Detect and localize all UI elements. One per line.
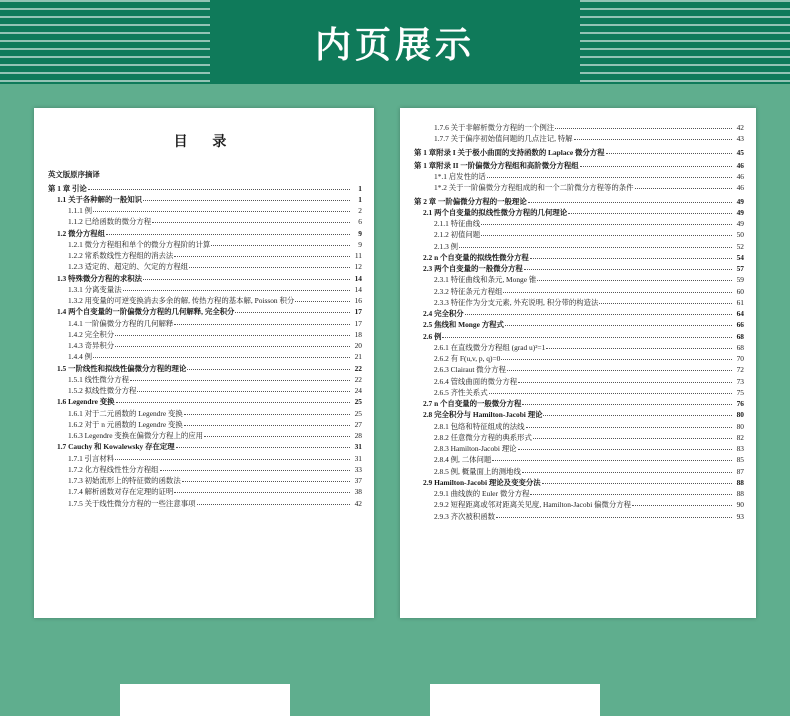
toc-entry [48,273,362,284]
toc-entry-page: 24 [354,386,362,396]
toc-entry-page: 59 [736,275,744,285]
toc-entry-page: 68 [736,342,744,352]
toc-leader-dots [442,331,732,337]
toc-entry-label: 1.6.3 Legendre 变换在偏微分方程上的应用 [68,431,204,441]
toc-entry-page: 68 [736,331,744,341]
next-page-edge-left [120,684,290,716]
toc-entry-page: 82 [736,432,744,442]
toc-entry [414,207,744,218]
toc-entry-page: 76 [736,399,744,408]
toc-entry-page: 33 [354,464,362,474]
toc-leader-dots [115,341,350,347]
book-spread [0,84,790,632]
toc-entry-label: 2.6 例 [423,331,442,341]
toc-entry-page: 52 [736,241,744,251]
toc-entry-page: 46 [736,172,744,181]
next-page-edge-right [430,684,600,716]
toc-entry [414,499,744,510]
toc-entry-label: 2.9.3 齐次被积函数 [434,511,495,521]
toc-entry [414,171,744,182]
toc-entry [48,374,362,385]
toc-leader-dots [174,251,350,257]
toc-entry-label: 1.2.1 微分方程组和单个的微分方程阶的计算 [68,239,211,249]
toc-list-right [414,122,744,522]
toc-entry-label: 1.1 关于各种解的一般知识 [57,194,142,204]
toc-entry-label: 2.8.2 任意微分方程的典系形式 [434,432,532,442]
toc-entry-page: 45 [736,147,744,157]
toc-entry-page: 57 [736,264,744,273]
toc-leader-dots [160,464,350,470]
toc-entry-page: 38 [354,487,362,497]
toc-leader-dots [481,219,732,225]
toc-entry-page: 83 [736,444,744,453]
toc-leader-dots [537,275,732,281]
toc-entry [414,398,744,409]
toc-entry-page: 43 [736,134,744,144]
toc-entry-page: 17 [354,318,362,328]
toc-entry-page: 31 [354,442,362,452]
toc-entry-label: 1.4.1 一阶偏微分方程的几何解释 [68,318,174,328]
toc-entry-page: 27 [354,419,362,429]
toc-entry-page: 12 [354,262,362,272]
toc-leader-dots [518,376,732,382]
toc-heading: 目 录 [173,134,237,150]
toc-entry-label: 2.5 焦线和 Monge 方程式 [423,320,504,330]
toc-entry-label: 2.1.2 初值问题 [434,230,481,240]
toc-entry-label: 2.4 完全积分 [423,309,464,318]
toc-entry [414,252,744,263]
toc-entry-label: 1.7.7 关于偏序初始值问题的几点注记, 特解 [434,134,573,144]
toc-entry-page: 6 [358,217,362,227]
toc-entry-page: 49 [736,207,744,217]
toc-entry-label: 1.2 微分方程组 [57,228,106,238]
toc-entry [414,331,744,342]
toc-entry [48,183,362,194]
toc-entry-label: 2.9.2 短程距离或邻对距离关见度, Hamilton-Jacobi 偏微分方程 [434,500,632,510]
toc-entry [48,464,362,475]
toc-entry-page: 46 [736,183,744,193]
toc-entry [414,488,744,499]
toc-entry-label: 1.6.1 对于二元函数的 Legendre 变换 [68,408,183,418]
toc-leader-dots [184,419,350,425]
toc-entry [414,263,744,274]
toc-entry-label: 2.8.1 包络和特征组成的法线 [434,421,525,431]
toc-entry-page: 20 [354,341,362,351]
toc-entry [414,454,744,465]
toc-leader-dots [481,230,732,236]
toc-entry-label: 2.8.3 Hamilton-Jacobi 理论 [434,444,517,453]
toc-entry-page: 88 [736,489,744,498]
toc-leader-dots [116,397,350,403]
toc-entry [414,286,744,297]
toc-entry [414,376,744,387]
toc-entry-page: 88 [736,477,744,487]
toc-entry-label: 第 2 章 一阶偏微分方程的一般理论 [414,196,527,206]
toc-entry [414,319,744,330]
toc-entry-page: 54 [736,252,744,262]
toc-entry-page: 25 [354,397,362,407]
toc-entry [48,284,362,295]
toc-leader-dots [507,365,732,371]
toc-leader-dots [522,466,732,472]
toc-entry [414,387,744,398]
toc-entry-label: 2.3.3 特征作为分支元素, 外充说明, 积分带的构造法 [434,297,599,307]
toc-entry-label: 1*.1 启发性的话 [434,172,486,181]
toc-leader-dots [152,217,350,223]
toc-entry [48,475,362,486]
toc-entry [48,498,362,509]
toc-entry [48,351,362,362]
toc-entry-page: 49 [736,196,744,206]
toc-leader-dots [542,477,732,483]
toc-entry-page: 21 [354,352,362,362]
toc-leader-dots [606,147,732,153]
toc-entry-page: 25 [354,408,362,418]
toc-leader-dots [546,342,732,348]
toc-entry [414,196,744,207]
toc-entry [48,295,362,306]
toc-leader-dots [635,183,732,189]
toc-entry-label: 1.6 Legendre 变换 [57,397,115,407]
toc-entry [48,419,362,430]
toc-entry [414,160,744,171]
toc-entry-label: 1.4.2 完全积分 [68,329,115,339]
toc-entry-label: 第 1 章 引论 [48,183,87,193]
toc-entry-page: 42 [354,498,362,508]
toc-entry-page: 80 [736,410,744,420]
toc-entry-page: 90 [736,500,744,510]
toc-leader-dots [543,410,732,416]
toc-entry-page: 11 [354,251,362,261]
toc-entry-label: 英文版原序摘译 [48,170,100,180]
toc-entry [48,239,362,250]
toc-entry-label: 2.1.1 特征曲线 [434,219,481,228]
toc-entry-page: 50 [736,230,744,240]
toc-leader-dots [88,183,350,189]
toc-entry-label: 2.6.3 Clairaut 微分方程 [434,365,506,375]
toc-entry-label: 2.8.5 例, 概量面上的测地线 [434,466,521,476]
toc-leader-dots [174,318,350,324]
toc-entry-label: 1*.2 关于一阶偏微分方程组成的和一个二阶微分方程等的条件 [434,183,634,193]
toc-leader-dots [599,297,732,303]
toc-entry-page: 9 [358,228,362,238]
toc-entry [48,396,362,407]
page-title: 内页展示 [314,23,475,66]
toc-leader-dots [459,241,732,247]
toc-entry [414,364,744,375]
toc-leader-dots [505,320,732,326]
toc-entry [414,443,744,454]
toc-entry-page: 87 [736,466,744,476]
toc-entry [414,241,744,252]
toc-entry [414,466,744,477]
toc-leader-dots [503,286,732,292]
toc-entry-page: 28 [354,431,362,441]
toc-entry [414,133,744,144]
toc-leader-dots [115,453,350,459]
toc-leader-dots [524,264,732,270]
toc-entry [48,385,362,396]
toc-entry-label: 1.7.3 初始流形上的特征微的函数法 [68,476,181,486]
toc-leader-dots [197,498,351,504]
toc-entry-label: 2.2 n 个自变量的拟线性微分方程 [423,252,529,262]
toc-entry [414,122,744,133]
toc-entry [414,147,744,158]
toc-leader-dots [568,207,732,213]
toc-entry [48,228,362,239]
toc-entry [48,261,362,272]
toc-entry [414,218,744,229]
toc-entry-page: 66 [736,320,744,330]
header-banner [0,0,790,84]
toc-entry-label: 1.3.2 用变量的可逆变换消去多余的解, 传热方程的基本解, Poisson 积分 [68,296,295,306]
toc-leader-dots [632,500,732,506]
toc-leader-dots [189,262,350,268]
toc-entry [414,409,744,420]
toc-entry [414,477,744,488]
toc-leader-dots [501,354,732,360]
toc-entry [48,205,362,216]
toc-entry-label: 2.8.4 例, 二体问题 [434,455,492,465]
toc-entry [414,353,744,364]
toc-entry-page: 75 [736,387,744,397]
toc-entry [48,250,362,261]
toc-entry-page: 37 [354,476,362,486]
toc-entry-label: 1.6.2 对于 n 元函数的 Legendre 变换 [68,419,183,429]
toc-entry [48,318,362,329]
toc-entry-label: 1.4.4 例 [68,352,93,362]
toc-leader-dots [123,284,350,290]
toc-entry-label: 1.5.2 拟线性微分方程 [68,386,137,396]
toc-leader-dots [182,476,350,482]
toc-entry [414,229,744,240]
toc-entry-page: 17 [354,307,362,317]
toc-leader-dots [143,194,350,200]
toc-entry-page: 70 [736,354,744,363]
toc-entry [48,340,362,351]
toc-list-left [48,169,362,509]
toc-leader-dots [235,307,350,313]
toc-leader-dots [533,432,732,438]
toc-leader-dots [530,252,732,258]
toc-entry-page: 2 [358,206,362,216]
toc-leader-dots [130,374,350,380]
toc-entry-page: 49 [736,219,744,228]
toc-entry-label: 1.2.3 适定的、超定的、欠定的方程组 [68,262,189,272]
toc-leader-dots [580,160,732,166]
toc-entry-label: 1.3 特殊微分方程的求积法 [57,273,142,283]
toc-entry [414,297,744,308]
toc-leader-dots [187,363,350,369]
book-page-left [34,108,374,618]
toc-entry-label: 1.1.2 已给函数的微分方程 [68,217,152,227]
toc-entry-page: 22 [354,363,362,373]
toc-entry-label: 2.6.5 齐性关系式 [434,387,488,397]
toc-entry-page: 14 [354,284,362,294]
toc-entry-label: 1.7.6 关于非解析微分方程的一个例注 [434,123,555,132]
toc-leader-dots [106,228,350,234]
toc-entry-page: 80 [736,421,744,431]
toc-entry [414,432,744,443]
toc-entry-page: 72 [736,365,744,375]
toc-entry-label: 1.7.4 解析函数对存在定理的证明 [68,487,174,497]
toc-entry-label: 第 1 章附录 II 一阶偏微分方程组和高阶微分方程组 [414,160,579,170]
toc-entry-page: 93 [736,511,744,521]
toc-entry-label: 2.9 Hamilton-Jacobi 理论及变变分法 [423,477,541,487]
toc-entry-label: 1.4 两个自变量的一阶偏微分方程的几何解释, 完全积分 [57,307,235,317]
toc-entry [414,274,744,285]
toc-entry [48,441,362,452]
toc-entry [48,169,362,180]
toc-leader-dots [93,206,350,212]
toc-entry-label: 1.1.1 例 [68,206,93,216]
toc-entry [48,216,362,227]
toc-entry-label: 1.2.2 常系数线性方程组的消去法 [68,251,174,261]
toc-entry-label: 2.3.1 特征曲线和条元, Monge 锥 [434,275,537,285]
toc-entry [48,486,362,497]
toc-entry [48,430,362,441]
toc-entry-page: 46 [736,160,744,170]
toc-leader-dots [204,431,350,437]
toc-entry-page: 73 [736,376,744,386]
toc-entry-label: 1.3.1 分离变量法 [68,284,122,294]
toc-entry-label: 1.7 Cauchy 和 Kowalewsky 存在定理 [57,442,175,452]
toc-leader-dots [496,511,732,517]
toc-entry-page: 22 [354,374,362,384]
toc-entry [48,363,362,374]
toc-entry-page: 18 [354,329,362,339]
toc-leader-dots [518,444,732,450]
toc-entry-label: 1.7.5 关于线性微分方程的一些注意事项 [68,498,196,508]
toc-leader-dots [93,352,350,358]
toc-entry-label: 2.6.2 有 F(u,v, p, q)=0 [434,354,501,363]
toc-entry [48,329,362,340]
toc-leader-dots [211,239,350,245]
toc-entry [414,421,744,432]
toc-entry-label: 1.4.3 奇异积分 [68,341,115,351]
toc-entry-label: 2.1 两个自变量的拟线性微分方程的几何理论 [423,207,568,217]
toc-entry [48,408,362,419]
toc-entry-label: 1.7.1 引言材料 [68,453,115,463]
toc-entry-page: 60 [736,286,744,296]
toc-entry-page: 64 [736,309,744,318]
toc-leader-dots [137,386,350,392]
toc-entry-label: 1.7.2 化方程线性性分方程组 [68,464,159,474]
toc-leader-dots [489,387,732,393]
toc-leader-dots [143,273,350,279]
toc-leader-dots [184,408,350,414]
toc-leader-dots [530,489,732,495]
toc-entry-page: 9 [358,239,362,249]
toc-entry-page: 14 [354,273,362,283]
toc-leader-dots [526,421,732,427]
toc-entry [414,511,744,522]
toc-entry-page: 1 [358,183,362,193]
toc-entry-label: 1.5.1 线性微分方程 [68,374,129,384]
toc-entry [414,182,744,193]
toc-entry [414,308,744,319]
toc-entry-label: 第 1 章附录 I 关于极小曲面的支持函数的 Laplace 微分方程 [414,147,605,157]
toc-leader-dots [465,309,732,315]
toc-entry-label: 2.3 两个自变量的一般微分方程 [423,264,523,273]
toc-leader-dots [115,329,350,335]
toc-entry-label: 2.3.2 特征条元方程组 [434,286,503,296]
toc-entry-page: 42 [736,123,744,132]
toc-leader-dots [528,196,732,202]
book-page-right [400,108,756,618]
toc-leader-dots [574,134,732,140]
toc-entry-label: 2.8 完全积分与 Hamilton-Jacobi 理论 [423,410,543,420]
toc-entry-page: 31 [354,453,362,463]
toc-entry-page: 85 [736,455,744,465]
toc-leader-dots [522,399,732,405]
toc-leader-dots [487,172,732,178]
toc-entry-label: 2.6.4 管线曲面的微分方程 [434,376,518,386]
toc-entry [48,306,362,317]
toc-leader-dots [174,487,350,493]
toc-leader-dots [295,296,350,302]
toc-leader-dots [555,123,732,129]
toc-leader-dots [176,442,350,448]
toc-entry-label: 2.1.3 例 [434,241,459,251]
toc-entry-label: 2.6.1 在直线微分方程组 (grad u)²=1 [434,342,546,352]
toc-entry-label: 2.7 n 个自变量的一般微分方程 [423,399,522,408]
toc-entry-label: 1.5 一阶线性和拟线性偏微分方程的理论 [57,363,187,373]
toc-entry [48,453,362,464]
toc-entry-label: 2.9.1 曲线族的 Euler 微分方程 [434,489,530,498]
toc-entry-page: 1 [358,194,362,204]
toc-entry [414,342,744,353]
toc-entry [48,194,362,205]
toc-entry-page: 61 [736,297,744,307]
toc-leader-dots [492,455,732,461]
toc-entry-page: 16 [354,296,362,306]
